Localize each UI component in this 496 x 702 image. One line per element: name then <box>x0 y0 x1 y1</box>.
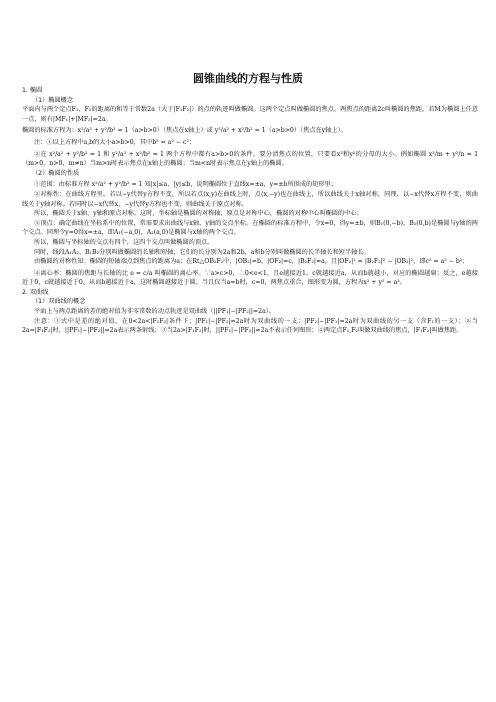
subsection-heading: （2）椭圆的性质 <box>32 169 80 177</box>
paragraph: ②在 x²/a² + y²/b² = 1 和 y²/a² + x²/b² = 1 两个方程中都有a>b>0的条件，要分清焦点的位置，只要看x²和y²的分母的大小。例如椭圆 x²/m + y²/n = 1（m>0，n>0，m≠n）当m>n时表示焦点在x轴上的椭圆；当m<n时表示焦点在y轴上的椭圆。 <box>22 150 478 168</box>
paragraph: 椭圆的标准方程为：x²/a² + y²/b² = 1（a>b>0）（焦点在x轴上）或 y²/a² + x²/b² = 1（a>b>0）（焦点在y轴上）。 <box>22 127 347 135</box>
paragraph: ①范围：由标准方程 x²/a² + y²/b² = 1 知|x|≤a，|y|≤b，说明椭圆位于直线x=±a，y=±b所围成的矩形里； <box>34 181 337 189</box>
paragraph: 所以，椭圆关于x轴、y轴和原点对称。这时，坐标轴是椭圆的对称轴，原点是对称中心，椭圆的对称中心叫椭圆的中心； <box>34 210 363 218</box>
paragraph: 所以，椭圆与坐标轴的交点有四个，这四个交点叫做椭圆的顶点。 <box>34 238 214 246</box>
paragraph: ②对称性：在曲线方程里，若以−y代替y方程不变，所以若点(x,y)在曲线上时，点(x,−y)也在曲线上，所以曲线关于x轴对称，同理，以−x代替x方程不变，则曲线关于y轴对称。若同时以−x代替x，−y代替y方程也不变，则曲线关于原点对称。 <box>22 190 478 208</box>
section-heading: 2. 双曲线 <box>22 288 49 296</box>
paragraph: ③顶点：确定曲线在坐标系中的位置，常需要求出曲线与x轴、y轴的交点坐标。在椭圆的标准方程中，令x=0，得y=±b，则B₁(0,−b)，B₂(0,b)是椭圆与y轴的两个交点。同理令y=0得x=±a，即A₁(−a,0)，A₂(a,0)是椭圆与x轴的两个交点。 <box>22 219 478 237</box>
paragraph: 注：①以上方程中a,b的大小a>b>0，其中b² = a² − c²； <box>34 138 196 146</box>
subsection-heading: （1）椭圆概念 <box>32 96 74 104</box>
page-title: 圆锥曲线的方程与性质 <box>193 72 303 85</box>
section-heading: 1. 椭圆 <box>22 87 43 94</box>
document-body <box>22 86 478 336</box>
subsection-heading: （1）双曲线的概念 <box>32 298 86 306</box>
paragraph: 平面内与两个定点F₁、F₂的距离的和等于常数2a（大于|F₁F₂|）的点的轨迹叫做椭圆。这两个定点叫做椭圆的焦点，两焦点的距离2c叫椭圆的焦距。若M为椭圆上任意一点，则有|MF₁|+|MF₂|=2a。 <box>22 106 478 123</box>
paragraph: ④离心率：椭圆的焦距与长轴的比 e = c/a 叫椭圆的离心率。∵a>c>0，∴0<e<1，且e越接近1，c就越接近a，从而b就越小，对应的椭圆越扁；反之，e越接近于0，c就越接近于0，从而b越接近于a，这时椭圆越接近于圆。当且仅当a=b时，c=0，两焦点重合，图形变为圆，方程为x² + y² = a²。 <box>22 269 478 287</box>
paragraph: 平面上与两点距离的差的绝对值为非零常数的动点轨迹是双曲线（||PF₁|−|PF₂||=2a）。 <box>34 308 276 316</box>
paragraph: 同时，线段A₁A₂、B₁B₂分别叫做椭圆的长轴和短轴，它们的长分别为2a和2b，a和b分别叫做椭圆的长半轴长和短半轴长。 <box>34 248 370 256</box>
paragraph: 由椭圆的对称性知：椭圆的短轴端点到焦点的距离为a；在Rt△OB₂F₂中，|OB₂|=b，|OF₂|=c，|B₂F₂|=a，且|OF₂|² = |B₂F₂|² − |OB₂|²，即c² = a² − b²； <box>34 258 469 266</box>
paragraph: 注意：①式中是差的绝对值，在0<2a<|F₁F₂|条件下；|PF₁|−|PF₂|=2a时为双曲线的一支；|PF₂|−|PF₁|=2a时为双曲线的另一支（含F₁的一支）；②当2a=|F₁F₂|时，||PF₁|−|PF₂||=2a表示两条射线；③当2a>|F₁F₂|时，||PF₁|−|PF₂||=2a不表示任何图形；④两定点F₁,F₂叫做双曲线的焦点，|F₁F₂|叫做焦距。 <box>22 317 478 335</box>
